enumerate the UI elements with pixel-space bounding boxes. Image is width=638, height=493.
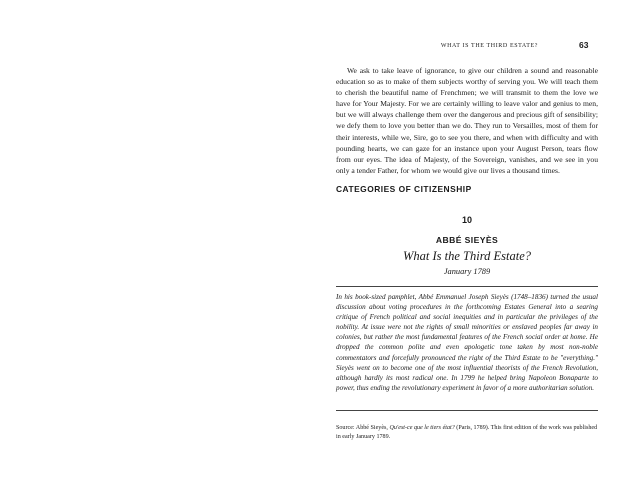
author-name: ABBÉ SIEYÈS <box>435 235 499 245</box>
document-title: What Is the Third Estate? <box>402 249 531 263</box>
body-paragraph: We ask to take leave of ignorance, to give our children a sound and reasonable education so as to make of them subjects worthy of serving you. We will teach them to cherish the beautiful name of Frenchmen; we will transmit to them the love we have for Your Majesty. For we are certainly willing to leave valor and genius to men, but we will always challenge them over the dangerous and precious gift of sensibility; we defy them to love you better than we do. They run to Versailles, most of them for their interests, while we, Sire, go to see you there, and when with difficulty and with pounding hearts, we can gaze for an instance upon your August Person, tears flow from our eyes. The idea of Majesty, of the Sovereign, vanishes, and we see in you only a tender Father, for whom we would give our lives a thousand times. <box>336 66 598 175</box>
section-heading: CATEGORIES OF CITIZENSHIP <box>336 184 472 194</box>
divider-bottom <box>336 410 598 411</box>
running-head: WHAT IS THE THIRD ESTATE? <box>440 43 538 49</box>
source-suffix: (Paris, 1789). This first edition of the work was published in early January 1789. <box>336 425 598 440</box>
document-date: January 1789 <box>443 267 491 276</box>
chapter-number: 10 <box>461 215 472 225</box>
source-note <box>336 424 598 441</box>
source-title: Qu'est-ce que le tiers état? <box>389 425 455 431</box>
source-prefix: Source: Abbé Sieyès, <box>336 425 390 431</box>
divider-top <box>336 286 598 287</box>
page-number: 63 <box>579 40 589 50</box>
intro-paragraph: In his book-sized pamphlet, Abbé Emmanuel Joseph Sieyès (1748–1836) turned the usual discussion about voting procedures in the forthcoming Estates General into a searing critique of French political and social inequities and in particular the privileges of the nobility. At issue were not the rights of small minorities or enslaved peoples far away in colonies, but rather the most fundamental features of the French social order at home. He dropped the common polite and even apologetic tone taken by most non-noble commentators and forcefully pronounced the right of the Third Estate to be "everything." Sieyès went on to become one of the most influential theorists of the French Revolution, although hardly its most radical one. In 1799 he helped bring Napoleon Bonaparte to power, thus ending the revolutionary experiment in favor of a more authoritarian solution. <box>336 293 598 392</box>
